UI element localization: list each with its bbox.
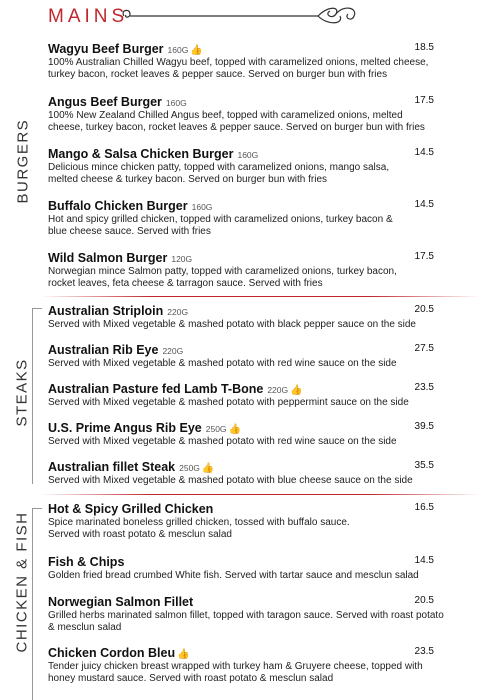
item-name: Chicken Cordon Bleu bbox=[48, 646, 176, 660]
menu-item bbox=[48, 93, 484, 134]
menu-item bbox=[48, 380, 484, 409]
section-label-burgers: BURGERS bbox=[14, 118, 32, 204]
item-description: Served with Mixed vegetable & mashed potato with peppermint sauce on the side bbox=[48, 397, 409, 408]
section-label-steaks: STEAKS bbox=[13, 358, 31, 427]
item-price: 14.5 bbox=[414, 199, 434, 210]
menu-item bbox=[48, 458, 484, 487]
item-name: Wild Salmon Burger bbox=[48, 251, 168, 265]
menu-item bbox=[48, 419, 484, 448]
item-name: Fish & Chips bbox=[48, 555, 125, 569]
thumbs-up-icon: 👍 bbox=[177, 649, 190, 660]
item-weight: 250G bbox=[179, 463, 200, 473]
item-name: Australian Rib Eye bbox=[48, 343, 159, 357]
item-price: 20.5 bbox=[414, 595, 434, 606]
item-weight: 120G bbox=[171, 254, 193, 264]
thumbs-up-icon: 👍 bbox=[201, 463, 215, 474]
section-divider bbox=[40, 296, 480, 297]
thumbs-up-icon: 👍 bbox=[290, 385, 303, 396]
item-price: 17.5 bbox=[414, 251, 434, 262]
thumbs-up-icon: 👍 bbox=[228, 424, 241, 435]
item-name: Angus Beef Burger bbox=[48, 95, 162, 109]
section-divider bbox=[40, 494, 480, 495]
item-weight: 160G bbox=[237, 150, 259, 160]
item-weight: 220G bbox=[167, 307, 189, 317]
item-description: Served with Mixed vegetable & mashed potato with blue cheese sauce on the side bbox=[48, 475, 413, 486]
menu-item bbox=[48, 553, 484, 582]
item-name: Australian Pasture fed Lamb T-Bone bbox=[48, 382, 264, 396]
item-weight: 160G bbox=[165, 98, 187, 108]
item-description: Delicious mince chicken patty, topped with caramelized onions, mango salsa, melted cheese & turkey bacon. Served on burger bun with fries bbox=[48, 162, 390, 185]
item-name: Norwegian Salmon Fillet bbox=[48, 595, 194, 609]
item-description: 100% Australian Chilled Wagyu beef, topped with caramelized onions, melted cheese, turkey bacon, rocket leaves & pepper sauce. Served on burger bun with fries bbox=[48, 57, 429, 80]
item-description: Served with Mixed vegetable & mashed potato with black pepper sauce on the side bbox=[48, 319, 416, 330]
item-name: Hot & Spicy Grilled Chicken bbox=[48, 502, 214, 516]
item-name: Buffalo Chicken Burger bbox=[48, 199, 188, 213]
item-description: Served with Mixed vegetable & mashed potato with red wine sauce on the side bbox=[48, 358, 397, 369]
item-description: Served with Mixed vegetable & mashed potato with red wine sauce on the side bbox=[48, 436, 397, 447]
item-price: 23.5 bbox=[414, 646, 434, 657]
item-price: 14.5 bbox=[414, 555, 434, 566]
item-name: U.S. Prime Angus Rib Eye bbox=[48, 421, 202, 435]
section-bracket-steaks bbox=[32, 308, 42, 484]
item-price: 39.5 bbox=[414, 421, 434, 432]
flourish-ornament bbox=[118, 2, 368, 30]
menu-item bbox=[48, 40, 484, 81]
item-price: 18.5 bbox=[414, 42, 434, 53]
item-description: Norwegian mince Salmon patty, topped with caramelized onions, turkey bacon, rocket leaves, feta cheese & tarragon sauce. Served with fries bbox=[48, 266, 397, 289]
item-price: 35.5 bbox=[414, 460, 434, 471]
item-name: Australian fillet Steak bbox=[48, 460, 176, 474]
item-name: Wagyu Beef Burger bbox=[48, 42, 164, 56]
item-price: 27.5 bbox=[414, 343, 434, 354]
section-bracket-chicken-fish bbox=[32, 508, 42, 700]
section-label-chicken-fish: CHICKEN & FISH bbox=[13, 511, 31, 653]
item-description: 100% New Zealand Chilled Angus beef, topped with caramelized onions, melted cheese, turkey bacon, rocket leaves & pepper sauce. Served on burger bun with fries bbox=[48, 110, 425, 133]
item-description: Golden fried bread crumbed White fish. Served with tartar sauce and mesclun salad bbox=[48, 570, 419, 581]
item-weight: 160G bbox=[167, 45, 189, 55]
item-price: 14.5 bbox=[414, 147, 434, 158]
item-name: Mango & Salsa Chicken Burger bbox=[48, 147, 234, 161]
item-price: 20.5 bbox=[414, 304, 434, 315]
item-weight: 250G bbox=[205, 424, 227, 434]
item-weight: 220G bbox=[162, 346, 184, 356]
menu-item bbox=[48, 302, 484, 331]
menu-item bbox=[48, 197, 484, 238]
menu-item bbox=[48, 593, 484, 634]
item-weight: 220G bbox=[267, 385, 289, 395]
item-description: Grilled herbs marinated salmon fillet, topped with taragon sauce. Served with roast potato & mesclun salad bbox=[48, 610, 444, 633]
page-title: MAINS bbox=[48, 6, 129, 27]
item-weight: 160G bbox=[191, 202, 213, 212]
thumbs-up-icon: 👍 bbox=[190, 45, 203, 56]
menu-item bbox=[48, 341, 484, 370]
item-description: Spice marinated boneless grilled chicken, tossed with buffalo sauce. Served with roast potato & mesclun salad bbox=[48, 517, 350, 540]
item-description: Tender juicy chicken breast wrapped with turkey ham & Gruyere cheese, topped with honey mustard sauce. Served with roast potato & mesclun salad bbox=[48, 661, 423, 684]
item-price: 16.5 bbox=[414, 502, 434, 513]
menu-item bbox=[48, 249, 484, 290]
item-name: Australian Striploin bbox=[48, 304, 164, 318]
menu-item bbox=[48, 644, 484, 685]
menu-item bbox=[48, 145, 484, 186]
item-description: Hot and spicy grilled chicken, topped with caramelized onions, turkey bacon & blue cheese sauce. Served with fries bbox=[48, 214, 393, 237]
menu-item bbox=[48, 500, 484, 541]
item-price: 23.5 bbox=[414, 382, 434, 393]
item-price: 17.5 bbox=[414, 95, 434, 106]
